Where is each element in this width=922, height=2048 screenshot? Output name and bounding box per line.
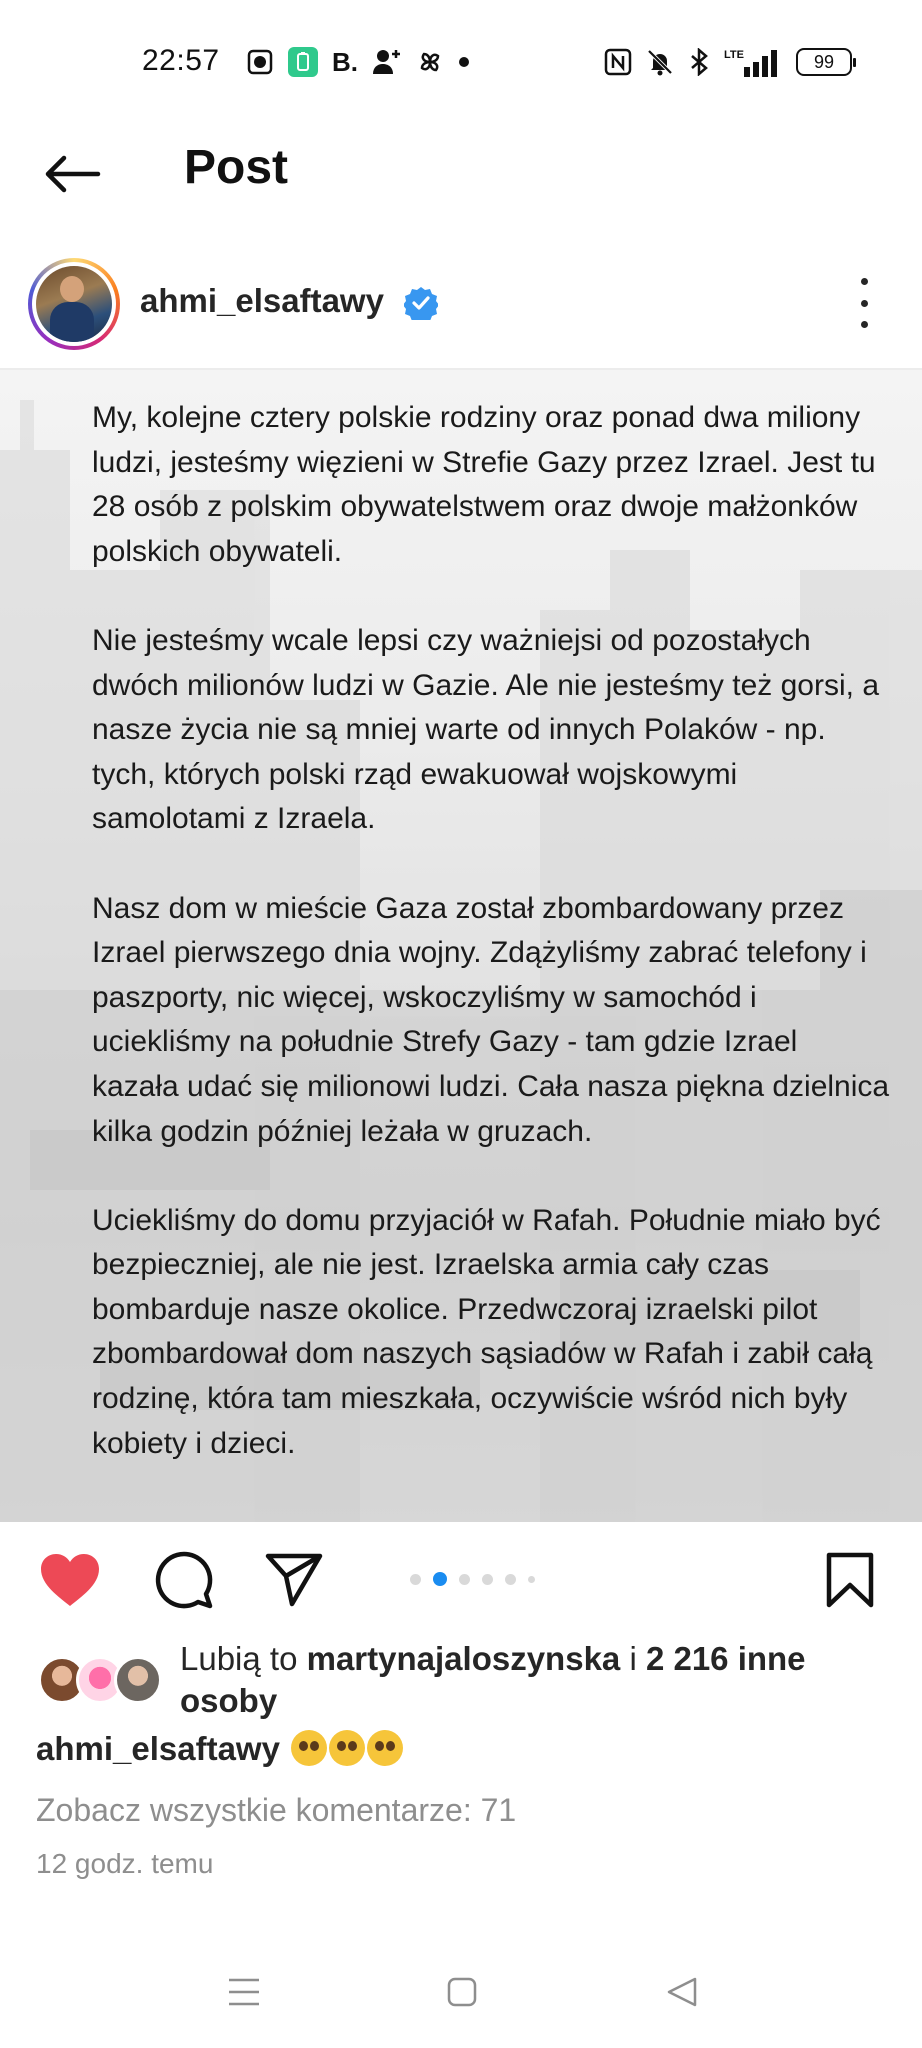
carousel-dot [482,1574,493,1585]
menu-lines-icon [227,1977,261,2007]
nfc-icon [604,45,632,79]
like-button[interactable] [38,1548,102,1612]
bluetooth-icon [688,45,710,79]
lte-signal-icon [724,47,782,77]
avatar-image [36,266,112,342]
pleading-face-emoji-icon [329,1730,365,1766]
status-bar [0,0,922,124]
lte-label: LTE [724,49,744,61]
system-navigation-bar [0,1960,922,2020]
likes-count[interactable]: 2 216 inne osoby [180,1640,806,1719]
post-image-text [92,396,892,1511]
square-icon [446,1976,478,2008]
notification-icons [246,44,470,80]
bookmark-icon [825,1551,875,1609]
back-button[interactable] [40,144,104,204]
post-author-row [0,258,922,362]
view-all-comments-link[interactable]: Zobacz wszystkie komentarze: 71 [36,1792,517,1828]
liker-avatars [38,1656,162,1706]
verified-badge-icon [404,286,438,320]
pinwheel-icon [416,45,444,79]
battery-indicator: 99 [796,48,852,76]
carousel-indicator [410,1572,535,1586]
comment-bubble-icon [154,1550,214,1610]
carousel-dot-active [433,1572,447,1586]
post-options-button[interactable] [852,278,876,328]
post-paragraph-2: Nie jesteśmy wcale lepsi czy ważniejsi od pozostałych dwóch milionów ludzi w Gazie. Ale nie jesteśmy też gorsi, a nasze życia nie są mniej warte od innych Polaków - np. tych, których polski rząd ewakuował wojskowymi samolotami z Izraela. [92,623,880,836]
save-button[interactable] [818,1548,882,1612]
comment-button[interactable] [152,1548,216,1612]
top-app-bar [0,124,922,224]
post-paragraph-4: Uciekliśmy do domu przyjaciół w Rafah. Południe miało być bezpieczniej, ale nie jest. Izraelska armia cały czas bombarduje nasze okolice. Przedwczoraj izraelski pilot zbombardował dom naszych sąsiadów w Rafah i zabił całą rodzinę, która tam mieszkała, oczywiście wśród nich były kobiety i dzieci. [92,1203,881,1460]
caption-username[interactable]: ahmi_elsaftawy [36,1730,280,1767]
author-avatar[interactable] [28,258,120,350]
pleading-face-emoji-icon [367,1730,403,1766]
post-paragraph-1: My, kolejne cztery polskie rodziny oraz ponad dwa miliony ludzi, jesteśmy więzieni w Strefie Gazy przez Izrael. Jest tu 28 osób z polskim obywatelstwem oraz dwoje małżonków polskich obywateli. [92,401,876,568]
arrow-left-icon [42,154,102,194]
status-time: 22:57 [142,44,220,77]
heart-filled-icon [39,1552,101,1608]
author-username[interactable]: ahmi_elsaftawy [140,282,384,319]
post-action-bar [0,1542,922,1618]
lion-app-icon [246,45,274,79]
post-caption [36,1730,403,1768]
home-button[interactable] [432,1970,492,2014]
system-back-button[interactable] [652,1970,712,2014]
triangle-back-icon [665,1975,699,2009]
paper-plane-icon [264,1552,324,1608]
post-image[interactable] [0,370,922,1522]
more-notifications-dot-icon [458,45,470,79]
page-title: Post [184,141,289,194]
add-person-icon [372,45,402,79]
b-app-icon: B. [332,46,358,77]
battery-app-icon [288,47,318,77]
liker-avatar [114,1656,162,1704]
carousel-dot [459,1574,470,1585]
carousel-dot [410,1574,421,1585]
share-button[interactable] [262,1548,326,1612]
post-paragraph-3: Nasz dom w mieście Gaza został zbombardowany przez Izrael pierwszego dnia wojny. Zdążyliśmy zabrać telefony i paszporty, nic więcej, wskoczyliśmy w samochód i uciekliśmy na południe Strefy Gazy - tam gdzie Izrael kazała udać się milionowi ludzi. Cała nasza piękna dzielnica kilka godzin później leżała w gruzach. [92,891,890,1148]
carousel-dot [528,1576,535,1583]
post-timestamp: 12 godz. temu [36,1848,214,1879]
liker-username[interactable]: martynajaloszynska [306,1640,621,1677]
carousel-dot [505,1574,516,1585]
likes-text: Lubią to martynajaloszynska i 2 216 inne osoby [180,1640,806,1719]
mute-bell-icon [646,45,674,79]
recent-apps-button[interactable] [214,1970,274,2014]
system-icons [604,44,852,80]
pleading-face-emoji-icon [291,1730,327,1766]
